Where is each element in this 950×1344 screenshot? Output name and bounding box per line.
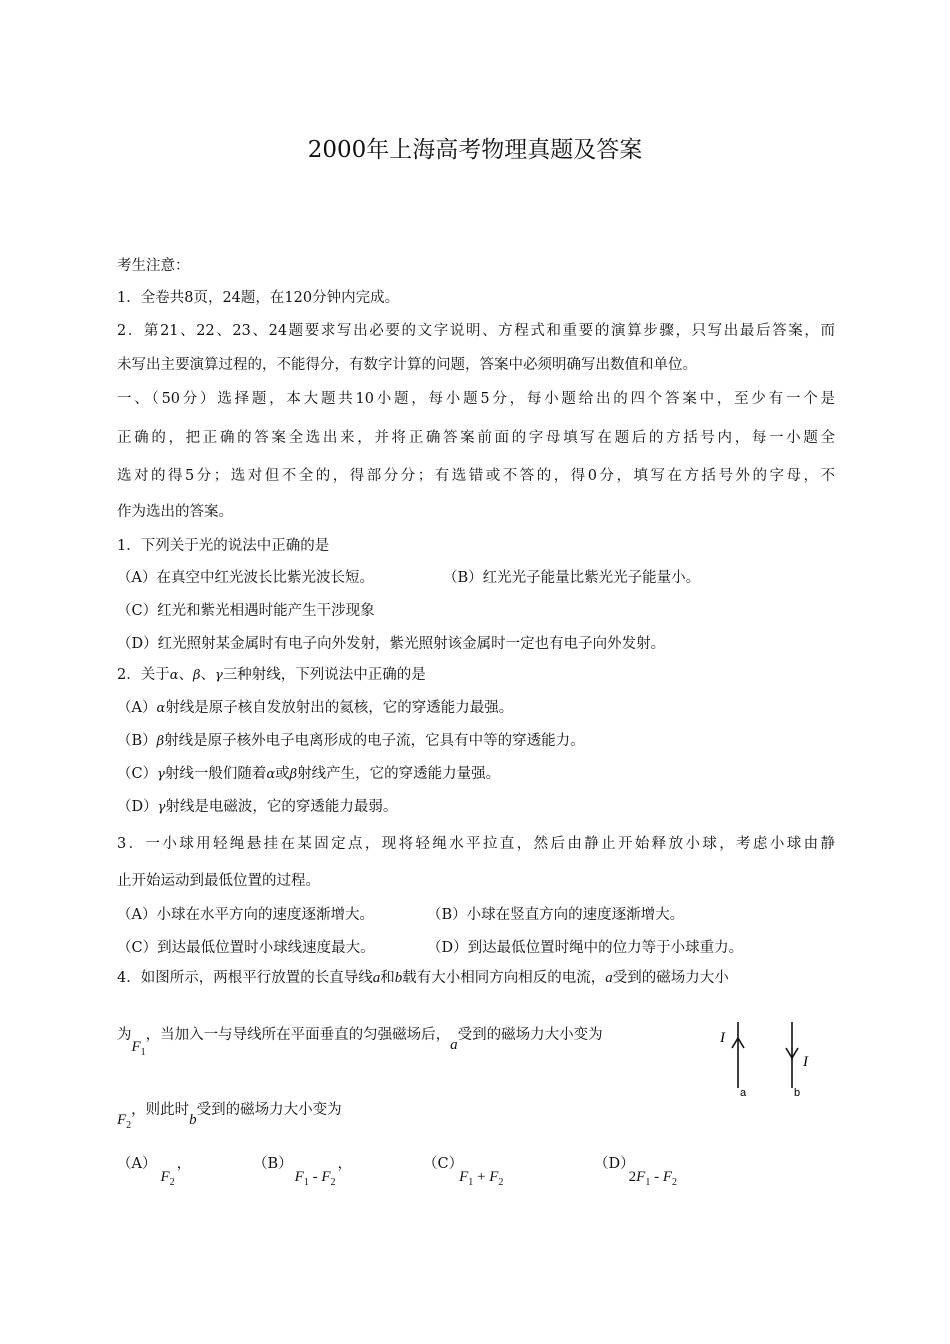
2F1-minus-F2: $2F_1 - F_2$ [628, 1169, 677, 1188]
notice-item-1: 1．全卷共8页，24题，在120分钟内完成。 [117, 290, 400, 306]
q4-text: ，则此时 [131, 1102, 190, 1118]
section-intro-line-2: 正确的，把正确的答案全选出来，并将正确答案前面的字母填写在题后的方括号内，每一小题全 [117, 430, 835, 446]
q2-stem-pre: 2．关于 [117, 667, 170, 683]
q2-option-b [117, 732, 585, 751]
wire-b-label: b [794, 1087, 801, 1099]
option-text: ， [337, 1156, 352, 1172]
option-label: （D） [117, 799, 158, 815]
gamma-symbol: γ [157, 800, 166, 815]
option-text: 射线是原子核外电子电离形成的电子流，它具有中等的穿透能力。 [164, 733, 585, 749]
q4-text: 受到的磁场力大小变为 [196, 1102, 342, 1118]
parallel-wires-figure [718, 1022, 818, 1102]
q3-option-a: （A）小球在水平方向的速度逐渐增大。 [117, 907, 374, 923]
separator: 、 [178, 667, 194, 683]
q4-text: 4．如图所示，两根平行放置的长直导线 [117, 970, 373, 986]
q3-option-b: （B）小球在竖直方向的速度逐渐增大。 [427, 907, 685, 923]
q4-stem-line-1 [117, 969, 729, 987]
wire-a-label: a [740, 1087, 747, 1099]
q4-option-b [253, 1155, 352, 1188]
current-label-a: I [720, 1030, 725, 1046]
alpha-symbol: α [266, 767, 276, 782]
gamma-symbol: γ [215, 668, 223, 683]
q4-text: 和 [380, 970, 395, 986]
F2-symbol: $F_2$ [117, 1112, 132, 1131]
q1-option-b: （B）红光光子能量比紫光光子能量小。 [443, 570, 701, 586]
section-intro-line-4: 作为选出的答案。 [117, 504, 233, 520]
var-a: a [605, 970, 613, 986]
option-label: （B） [117, 733, 157, 749]
q2-option-d [117, 798, 397, 817]
q3-option-c: （C）到达最低位置时小球线速度最大。 [117, 940, 375, 956]
q4-text: 为 [117, 1027, 132, 1043]
var-a: a [450, 1037, 458, 1053]
section-intro-line-3: 选对的得5分；选对但不全的，得部分分；有选错或不答的，得0分，填写在方括号外的字母，不 [117, 468, 835, 484]
var-b: b [394, 970, 403, 986]
q4-text: 载有大小相同方向相反的电流， [402, 970, 606, 986]
option-label: （C） [423, 1156, 464, 1172]
current-label-b: I [803, 1054, 808, 1070]
q4-stem-line-3 [117, 1099, 342, 1131]
q3-option-d: （D）到达最低位置时绳中的位力等于小球重力。 [427, 940, 744, 956]
q1-option-c: （C）红光和紫光相遇时能产生干涉现象 [117, 603, 375, 619]
F1-plus-F2: $F_1 + F_2$ [459, 1169, 504, 1188]
var-b: b [189, 1112, 197, 1128]
q4-text: 受到的磁场力大小 [612, 970, 729, 986]
beta-symbol: β [289, 767, 298, 782]
option-label: （D） [594, 1156, 635, 1172]
q1-stem: 1．下列关于光的说法中正确的是 [117, 538, 330, 554]
q2-stem-post: 三种射线，下列说法中正确的是 [222, 667, 426, 683]
q2-option-a [117, 699, 513, 718]
q4-stem-line-2 [117, 1024, 603, 1058]
option-label: （A） [117, 700, 157, 716]
section-intro-line-1: 一、（50分）选择题，本大题共10小题，每小题5分，每小题给出的四个答案中，至少有一个是 [117, 391, 835, 407]
page-title: 2000年上海高考物理真题及答案 [307, 137, 643, 163]
q4-text: 受到的磁场力大小变为 [457, 1027, 603, 1043]
q3-stem-line-2: 止开始运动到最低位置的过程。 [117, 873, 320, 889]
gamma-symbol: γ [157, 767, 165, 782]
notice-item-2-line-2: 未写出主要演算过程的，不能得分，有数字计算的问题，答案中必须明确写出数值和单位。 [117, 357, 697, 373]
option-text: 射线一般们随着 [164, 766, 267, 782]
notice-heading: 考生注意： [117, 258, 190, 274]
option-text: 或 [275, 766, 290, 782]
option-label: （C） [117, 766, 158, 782]
option-text: 射线是原子核自发放射出的氦核，它的穿透能力最强。 [165, 700, 514, 716]
q4-text: ，当加入一与导线所在平面垂直的匀强磁场后， [145, 1027, 451, 1043]
option-text: 射线产生，它的穿透能力量强。 [297, 766, 501, 782]
q4-option-a [117, 1155, 192, 1188]
option-text: 射线是电磁波，它的穿透能力最弱。 [165, 799, 398, 815]
option-label: （B） [253, 1156, 293, 1172]
option-text: ， [176, 1156, 192, 1172]
q3-stem-line-1: 3．一小球用轻绳悬挂在某固定点，现将轻绳水平拉直，然后由静止开始释放小球，考虑小球由静 [117, 836, 835, 852]
q1-option-a: （A）在真空中红光波长比紫光波长短。 [117, 570, 374, 586]
alpha-symbol: α [169, 668, 179, 683]
F1-minus-F2: $F_1 - F_2$ [294, 1169, 336, 1188]
F1-symbol: $F_1$ [131, 1039, 146, 1058]
notice-item-2-line-1: 2．第21、22、23、24题要求写出必要的文字说明、方程式和重要的演算步骤，只写出最后答案，而 [117, 323, 835, 339]
q1-option-d: （D）红光照射某金属时有电子向外发射，紫光照射该金属时一定也有电子向外发射。 [117, 636, 666, 652]
separator: 、 [200, 667, 216, 683]
q4-option-c [423, 1155, 507, 1188]
option-label: （A） [117, 1156, 157, 1172]
alpha-symbol: α [156, 701, 166, 716]
F2-symbol: $F_2$ [160, 1169, 175, 1188]
q4-option-d [594, 1155, 683, 1188]
beta-symbol: β [156, 734, 165, 749]
var-a: a [372, 970, 381, 986]
q2-option-c [117, 765, 500, 784]
beta-symbol: β [193, 668, 201, 683]
q2-stem [117, 666, 426, 685]
